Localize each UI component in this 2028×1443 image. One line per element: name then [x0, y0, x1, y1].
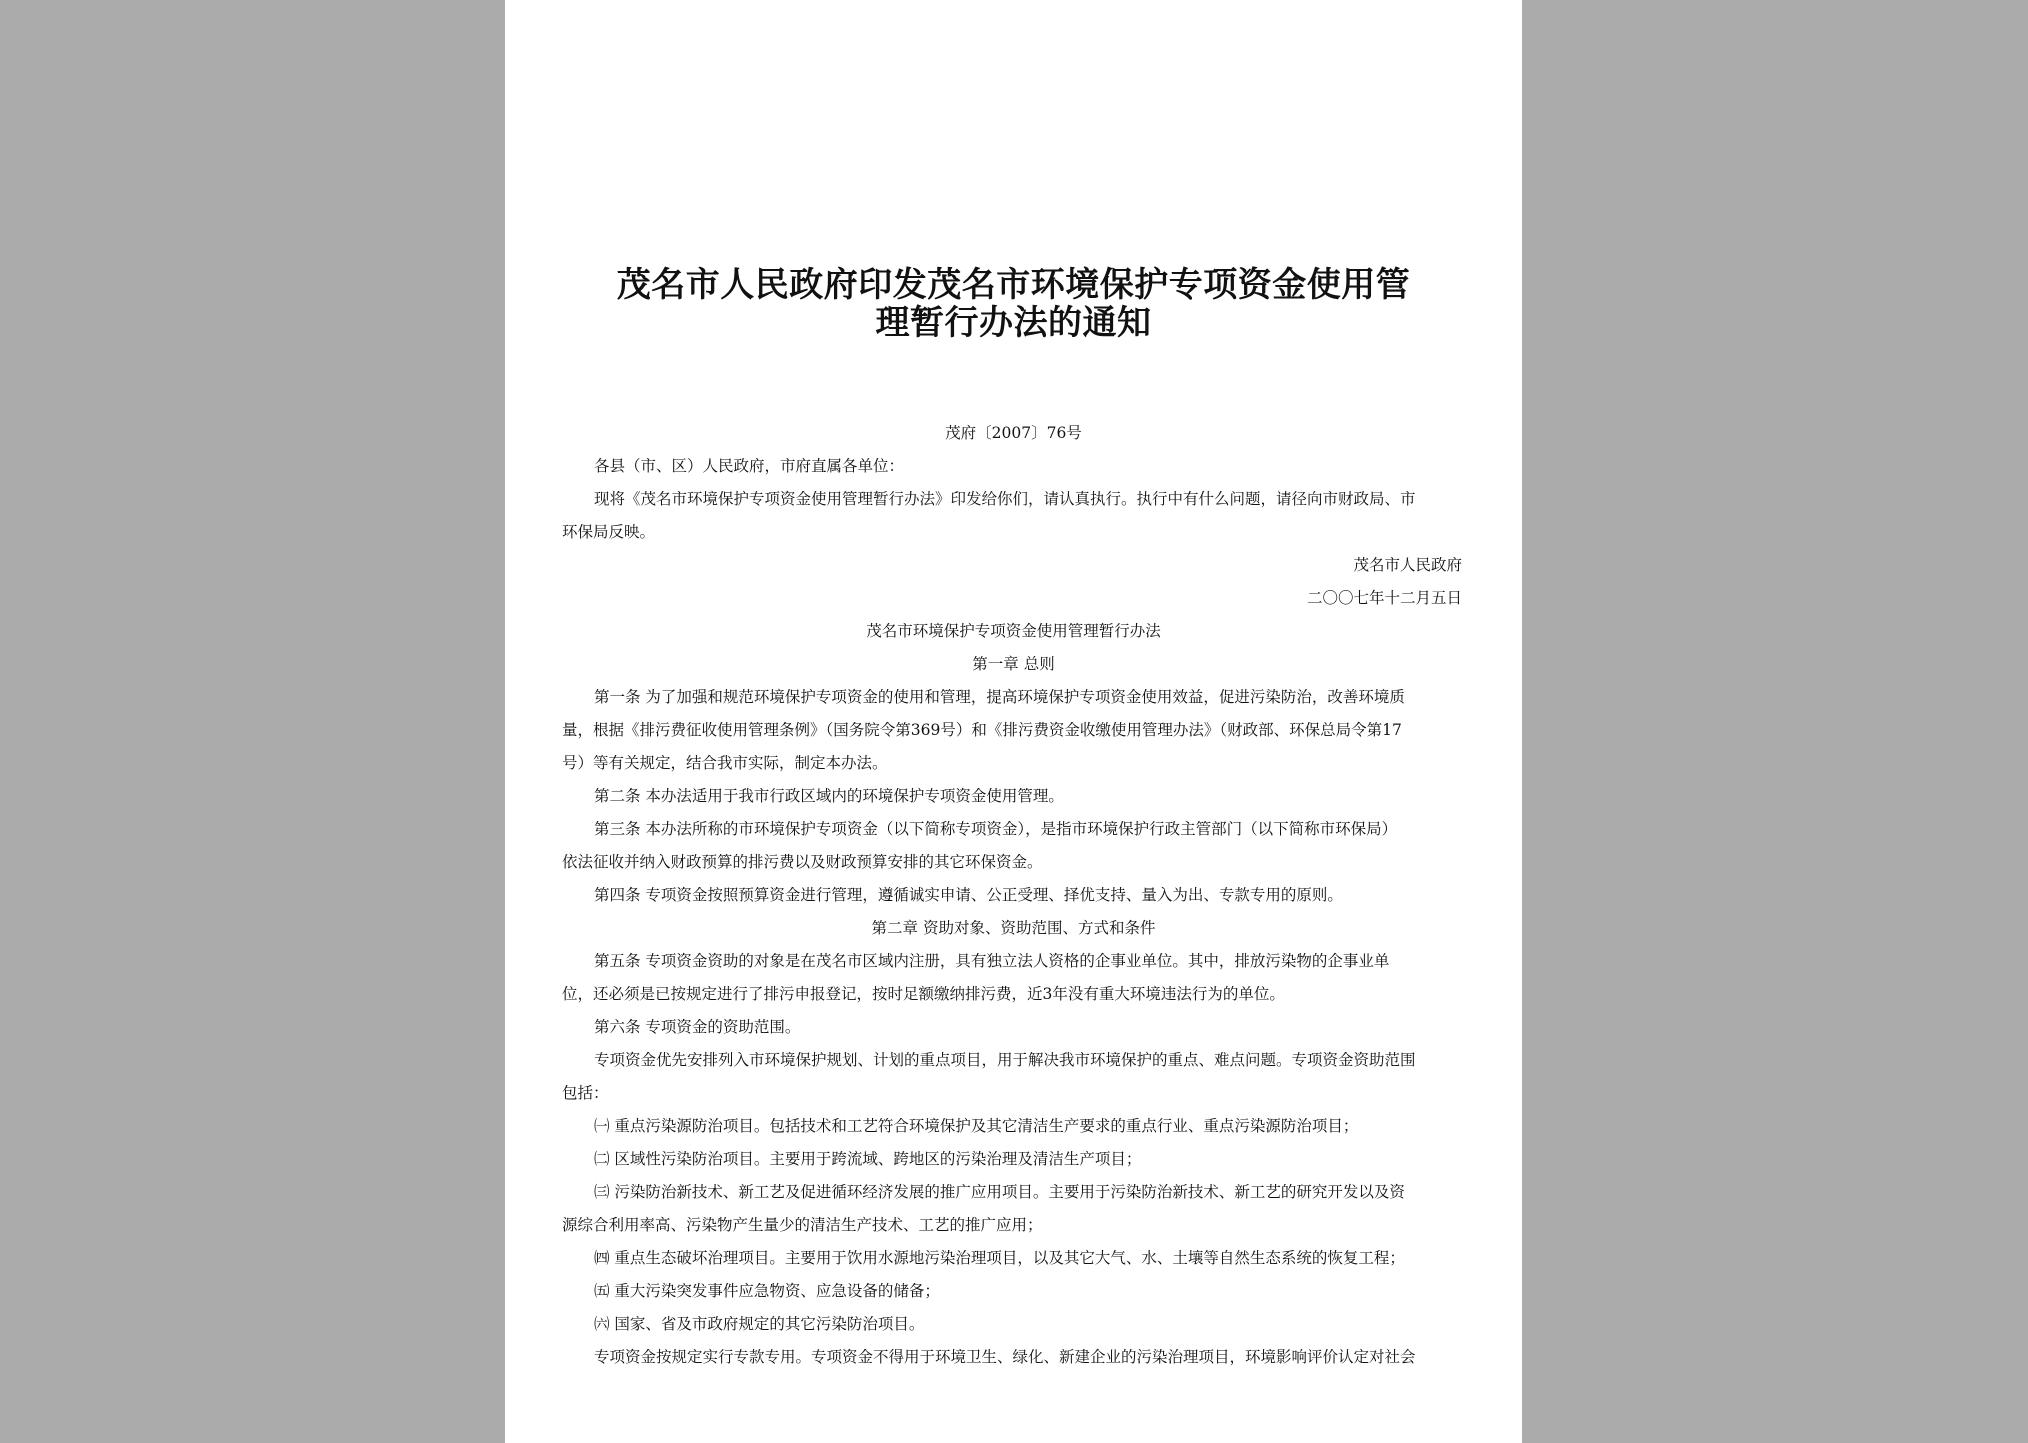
article-line: 位，还必须是已按规定进行了排污申报登记，按时足额缴纳排污费，近3年没有重大环境违法行为的单位。 [562, 985, 1285, 1003]
article-line: 号）等有关规定，结合我市实际，制定本办法。 [562, 754, 888, 772]
doc-number: 茂府〔2007〕76号 [945, 424, 1082, 442]
chapter-heading: 第一章 总则 [972, 655, 1055, 673]
list-item: ㈤ 重大污染突发事件应急物资、应急设备的储备； [594, 1282, 940, 1300]
list-item: ㈡ 区域性污染防治项目。主要用于跨流域、跨地区的污染治理及清洁生产项目； [594, 1150, 1142, 1168]
document-title-line1: 茂名市人民政府印发茂名市环境保护专项资金使用管 [616, 265, 1411, 305]
issue-date: 二〇〇七年十二月五日 [1306, 589, 1462, 607]
document-page [505, 0, 1522, 1443]
list-item: ㈥ 国家、省及市政府规定的其它污染防治项目。 [594, 1315, 925, 1333]
list-item: ㈢ 污染防治新技术、新工艺及促进循环经济发展的推广应用项目。主要用于污染防治新技术、新工艺的研究开发以及资 [594, 1183, 1405, 1201]
article-line: 第一条 为了加强和规范环境保护专项资金的使用和管理，提高环境保护专项资金使用效益，促进污染防治，改善环境质 [594, 688, 1405, 706]
article-line: 依法征收并纳入财政预算的排污费以及财政预算安排的其它环保资金。 [562, 853, 1043, 871]
addressee: 各县（市、区）人民政府，市府直属各单位： [594, 457, 905, 475]
scope-line: 专项资金优先安排列入市环境保护规划、计划的重点项目，用于解决我市环境保护的重点、难点问题。专项资金资助范围 [594, 1051, 1416, 1069]
list-item: ㈣ 重点生态破坏治理项目。主要用于饮用水源地污染治理项目，以及其它大气、水、土壤等自然生态系统的恢复工程； [594, 1249, 1405, 1267]
article-line: 专项资金按规定实行专款专用。专项资金不得用于环境卫生、绿化、新建企业的污染治理项目，环境影响评价认定对社会 [594, 1348, 1416, 1366]
chapter-heading: 第二章 资助对象、资助范围、方式和条件 [871, 919, 1156, 937]
intro-line: 现将《茂名市环境保护专项资金使用管理暂行办法》印发给你们，请认真执行。执行中有什么问题，请径向市财政局、市 [594, 490, 1416, 508]
list-item: 源综合利用率高、污染物产生量少的清洁生产技术、工艺的推广应用； [562, 1216, 1043, 1234]
list-item: ㈠ 重点污染源防治项目。包括技术和工艺符合环境保护及其它清洁生产要求的重点行业、重点污染源防治项目； [594, 1117, 1359, 1135]
measures-title: 茂名市环境保护专项资金使用管理暂行办法 [866, 622, 1161, 640]
article-line: 第四条 专项资金按照预算资金进行管理，遵循诚实申请、公正受理、择优支持、量入为出、专款专用的原则。 [594, 886, 1343, 904]
article-line: 第六条 专项资金的资助范围。 [594, 1018, 801, 1036]
article-line: 第五条 专项资金资助的对象是在茂名市区域内注册，具有独立法人资格的企事业单位。其中，排放污染物的企事业单 [594, 952, 1390, 970]
article-line: 第三条 本办法所称的市环境保护专项资金（以下简称专项资金），是指市环境保护行政主管部门（以下简称市环保局） [594, 820, 1398, 838]
article-line: 量，根据《排污费征收使用管理条例》（国务院令第369号）和《排污费资金收缴使用管理办法》（财政部、环保总局令第17 [562, 721, 1402, 739]
document-title-line2: 理暂行办法的通知 [875, 303, 1152, 343]
issuer: 茂名市人民政府 [1353, 556, 1462, 574]
intro-line: 环保局反映。 [562, 523, 656, 541]
article-line: 第二条 本办法适用于我市行政区域内的环境保护专项资金使用管理。 [594, 787, 1064, 805]
scope-line: 包括： [562, 1084, 609, 1102]
